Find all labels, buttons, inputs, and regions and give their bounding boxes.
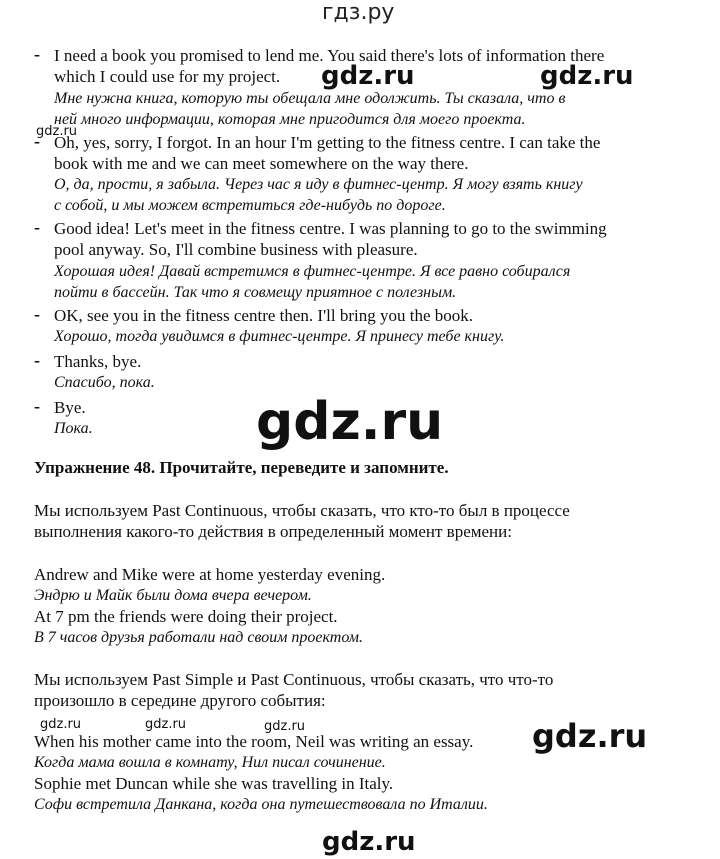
example-3-ru: Когда мама вошла в комнату, Нил писал сочинение. [34, 754, 386, 771]
dialogue-3-en-line-2: pool anyway. So, I'll combine business with pleasure. [54, 240, 418, 259]
site-watermark-top: гдз.ру [322, 0, 395, 25]
dialogue-2-ru-line-2: с собой, и мы можем встретиться где-нибудь по дороге. [54, 197, 446, 214]
dialogue-dash: - [34, 350, 40, 370]
dialogue-2-en-line-2: book with me and we can meet somewhere on the way there. [54, 154, 469, 173]
exercise-para1-line-1: Мы используем Past Continuous, чтобы сказать, что кто-то был в процессе [34, 501, 570, 520]
dialogue-dash: - [34, 44, 40, 64]
dialogue-dash: - [34, 396, 40, 416]
watermark: gdz.ru [36, 124, 78, 139]
watermark: gdz.ru [264, 719, 306, 734]
dialogue-4-ru-line-1: Хорошо, тогда увидимся в фитнес-центре. Я принесу тебе книгу. [54, 328, 505, 345]
example-4-en: Sophie met Duncan while she was travelling in Italy. [34, 774, 394, 793]
exercise-para1-line-2: выполнения какого-то действия в определенный момент времени: [34, 522, 512, 541]
dialogue-3-ru-line-1: Хорошая идея! Давай встретимся в фитнес-центре. Я все равно собирался [54, 263, 571, 280]
watermark: gdz.ru [145, 717, 187, 732]
dialogue-1-ru-line-1: Мне нужна книга, которую ты обещала мне одолжить. Ты сказала, что в [54, 90, 566, 107]
dialogue-5-ru-line-1: Спасибо, пока. [54, 374, 155, 391]
dialogue-2-en-line-1: Oh, yes, sorry, I forgot. In an hour I'm getting to the fitness centre. I can take the [54, 133, 601, 152]
dialogue-3-en-line-1: Good idea! Let's meet in the fitness centre. I was planning to go to the swimming [54, 219, 607, 238]
dialogue-5-en-line-1: Thanks, bye. [54, 352, 142, 371]
exercise-heading: Упражнение 48. Прочитайте, переведите и запомните. [34, 458, 449, 477]
dialogue-6-en-line-1: Bye. [54, 398, 86, 417]
exercise-para2-line-1: Мы используем Past Simple и Past Continuous, чтобы сказать, что что-то [34, 670, 554, 689]
dialogue-dash: - [34, 304, 40, 324]
exercise-para2-line-2: произошло в середине другого события: [34, 691, 326, 710]
example-1-ru: Эндрю и Майк были дома вчера вечером. [34, 587, 312, 604]
dialogue-6-ru-line-1: Пока. [54, 420, 93, 437]
example-1-en: Andrew and Mike were at home yesterday evening. [34, 565, 386, 584]
dialogue-3-ru-line-2: пойти в бассейн. Так что я совмещу приятное с полезным. [54, 284, 457, 301]
watermark: gdz.ru [322, 827, 416, 857]
watermark: gdz.ru [532, 717, 648, 755]
watermark: gdz.ru [40, 717, 82, 732]
dialogue-1-en-line-2: which I could use for my project. [54, 67, 281, 86]
watermark: gdz.ru [256, 392, 444, 452]
dialogue-2-ru-line-1: О, да, прости, я забыла. Через час я иду в фитнес-центр. Я могу взять книгу [54, 176, 583, 193]
watermark: gdz.ru [540, 61, 634, 91]
dialogue-1-ru-line-2: ней много информации, которая мне пригодится для моего проекта. [54, 111, 526, 128]
watermark: gdz.ru [321, 61, 415, 91]
dialogue-dash: - [34, 217, 40, 237]
dialogue-dash: - [34, 131, 40, 151]
dialogue-4-en-line-1: OK, see you in the fitness centre then. I'll bring you the book. [54, 306, 473, 325]
example-2-en: At 7 pm the friends were doing their project. [34, 607, 338, 626]
dialogue-1-en-line-1: I need a book you promised to lend me. You said there's lots of information there [54, 46, 605, 65]
example-3-en: When his mother came into the room, Neil was writing an essay. [34, 732, 474, 751]
example-2-ru: В 7 часов друзья работали над своим проектом. [34, 629, 363, 646]
example-4-ru: Софи встретила Данкана, когда она путешествовала по Италии. [34, 796, 488, 813]
